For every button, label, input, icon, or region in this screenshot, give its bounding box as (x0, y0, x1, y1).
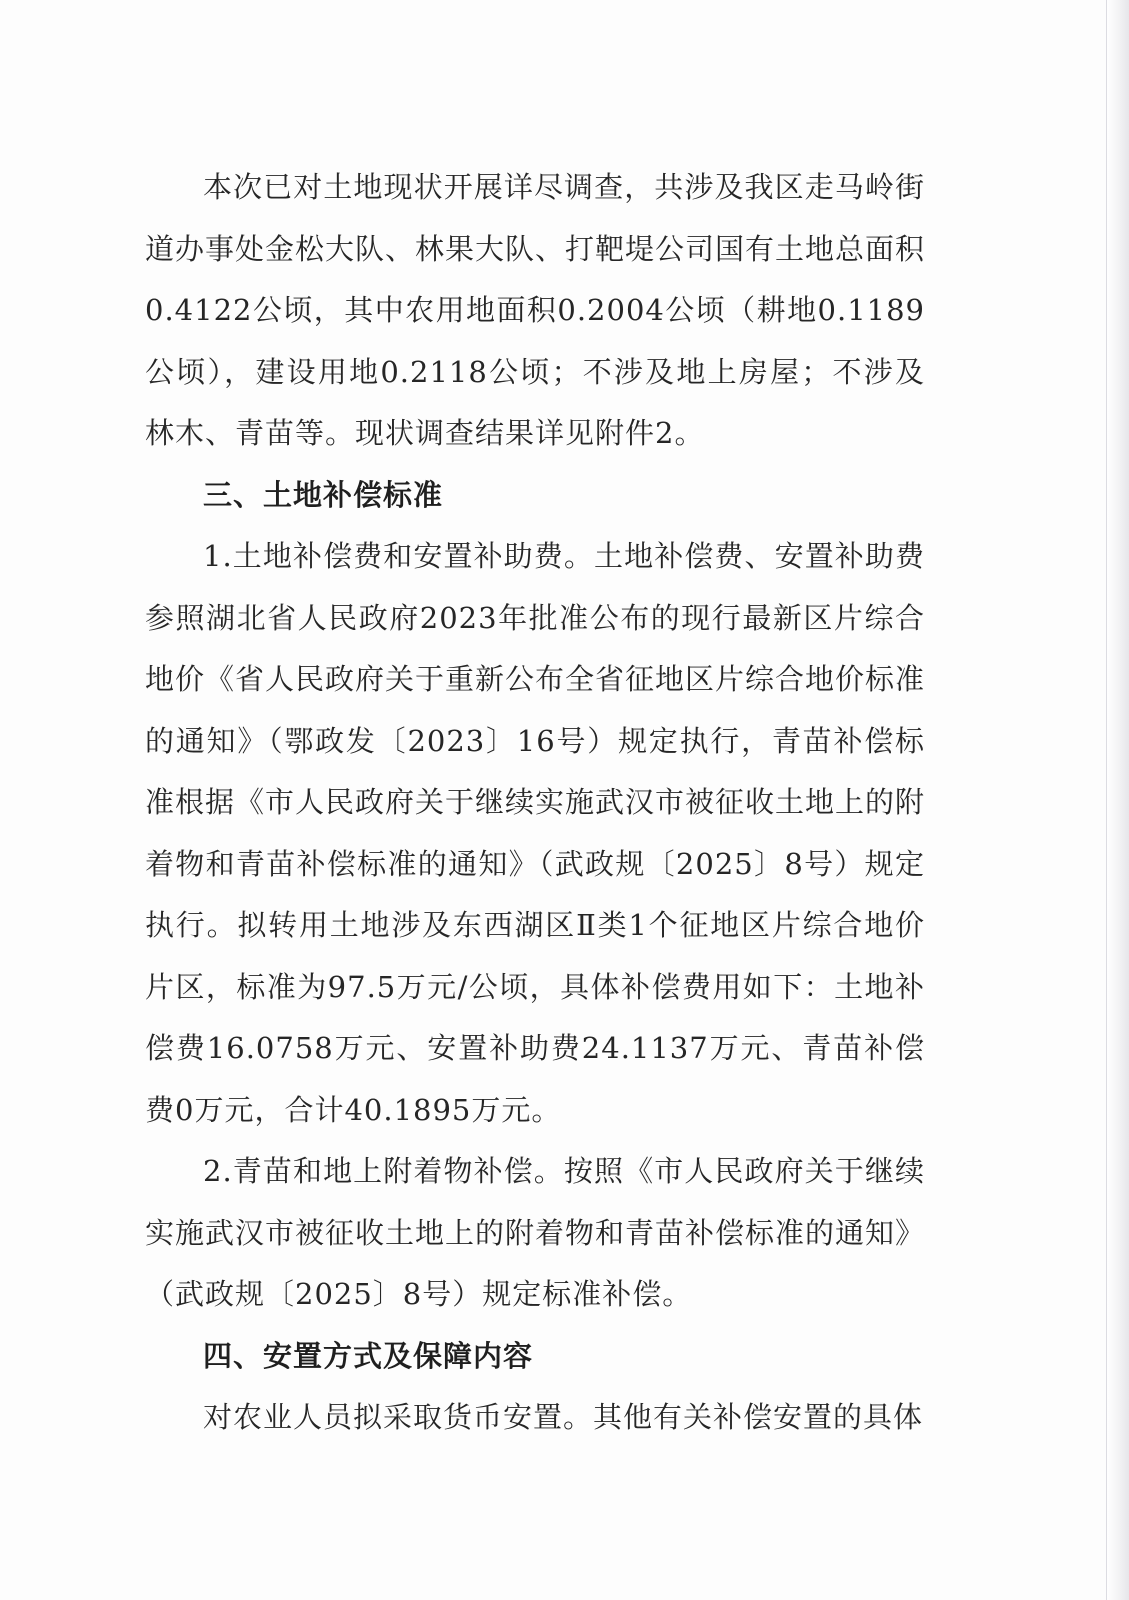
heading-compensation-standard: 三、土地补偿标准 (203, 477, 444, 512)
paragraph-crop-attachment-compensation: 2.青苗和地上附着物补偿。按照《市人民政府关于继续实施武汉市被征收土地上的附着物和青苗补偿标准的通知》（武政规〔2025〕8号）规定标准补偿。 (145, 1154, 926, 1311)
paragraph-land-compensation-fee: 1.土地补偿费和安置补助费。土地补偿费、安置补助费参照湖北省人民政府2023年批准公布的现行最新区片综合地价《省人民政府关于重新公布全省征地区片综合地价标准的通知》（鄂政发〔2023〕16号）规定执行，青苗补偿标准根据《市人民政府关于继续实施武汉市被征收土地上的附着物和青苗补偿标准的通知》（武政规〔2025〕8号）规定执行。拟转用土地涉及东西湖区Ⅱ类1个征地区片综合地价片区，标准为97.5万元/公顷，具体补偿费用如下：土地补偿费16.0758万元、安置补助费24.1137万元、青苗补偿费0万元，合计40.1895万元。 (145, 539, 926, 1127)
document-body (145, 157, 925, 1449)
paragraph-resettlement-details: 对农业人员拟采取货币安置。其他有关补偿安置的具体 (203, 1400, 924, 1434)
paragraph-land-survey: 本次已对土地现状开展详尽调查，共涉及我区走马岭街道办事处金松大队、林果大队、打靶堤公司国有土地总面积0.4122公顷，其中农用地面积0.2004公顷（耕地0.1189公顷），建设用地0.2118公顷；不涉及地上房屋；不涉及林木、青苗等。现状调查结果详见附件2。 (145, 170, 926, 450)
page-edge-shadow (1107, 0, 1129, 1600)
heading-resettlement-method: 四、安置方式及保障内容 (203, 1338, 534, 1373)
